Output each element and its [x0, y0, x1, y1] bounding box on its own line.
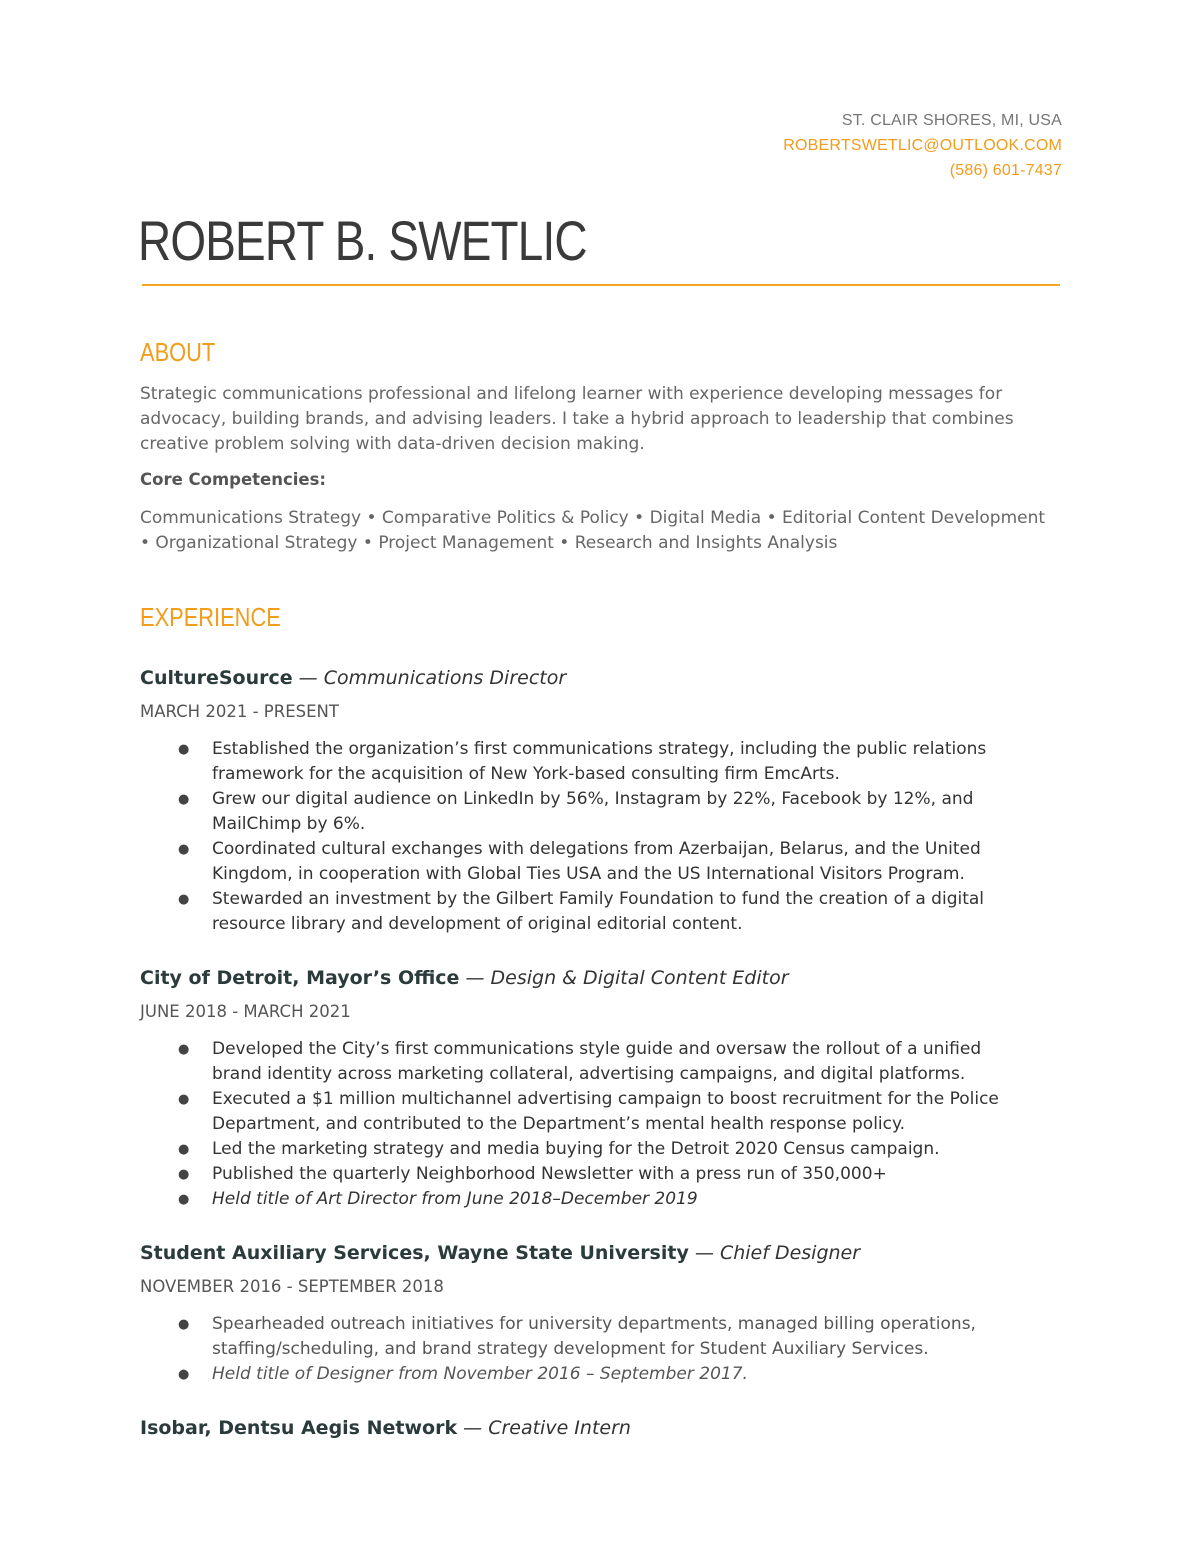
job-dates: NOVEMBER 2016 - SEPTEMBER 2018 [140, 1277, 444, 1296]
job-organization: City of Detroit, Mayor’s Office [140, 967, 460, 989]
job-title-line [140, 965, 789, 991]
job-organization: Student Auxiliary Services, Wayne State University [140, 1242, 689, 1264]
header-divider [142, 284, 1060, 286]
list-item: ● Led the marketing strategy and media buying for the Detroit 2020 Census campaign. [140, 1137, 1032, 1162]
job-title-line [140, 1240, 860, 1266]
list-item: ● Published the quarterly Neighborhood Newsletter with a press run of 350,000+ [140, 1162, 1032, 1187]
location-text: ST. CLAIR SHORES, MI, USA [841, 112, 1062, 129]
job-role: Communications Director [323, 667, 567, 689]
job-bullet-list [140, 1312, 1060, 1387]
job-bullet-list [140, 737, 1060, 937]
job-organization: Isobar, Dentsu Aegis Network [140, 1417, 458, 1439]
list-item: ● Established the organization’s first communications strategy, including the public relations framework for the acquisition of New York-based consulting firm EmcArts. [140, 737, 1032, 787]
candidate-name: ROBERT B. SWETLIC [138, 209, 587, 272]
core-competencies-label: Core Competencies: [140, 470, 327, 489]
job-separator: — [457, 1417, 489, 1439]
job-separator: — [688, 1242, 720, 1264]
email-link[interactable]: ROBERTSWETLIC@OUTLOOK.COM [783, 137, 1062, 154]
list-item: ● Coordinated cultural exchanges with delegations from Azerbaijan, Belarus, and the United Kingdom, in cooperation with Global Ties USA and the US International Visitors Program. [140, 837, 1032, 887]
core-competencies-list: Communications Strategy • Comparative Politics & Policy • Digital Media • Editorial Content Development • Organizational Strategy • Project Management • Research and Insights Analysis [140, 508, 1046, 553]
job-dates: MARCH 2021 - PRESENT [140, 702, 339, 721]
job-title-line [140, 1415, 631, 1441]
job-separator: — [292, 667, 324, 689]
job-separator: — [459, 967, 491, 989]
list-item: ● Grew our digital audience on LinkedIn by 56%, Instagram by 22%, Facebook by 12%, and MailChimp by 6%. [140, 787, 1032, 837]
list-item: ● Developed the City’s first communications style guide and oversaw the rollout of a unified brand identity across marketing collateral, advertising campaigns, and digital platforms. [140, 1037, 1032, 1087]
job-organization: CultureSource [140, 667, 293, 689]
list-item: ● Held title of Art Director from June 2018–December 2019 [140, 1187, 1032, 1212]
about-heading: ABOUT [140, 337, 216, 367]
list-item: ● Spearheaded outreach initiatives for university departments, managed billing operations, staffing/scheduling, and brand strategy development for Student Auxiliary Services. [140, 1312, 1032, 1362]
job-dates: JUNE 2018 - MARCH 2021 [140, 1002, 351, 1021]
job-bullet-list [140, 1037, 1060, 1212]
about-summary: Strategic communications professional and lifelong learner with experience developing messages for advocacy, building brands, and advising leaders. I take a hybrid approach to leadership that combines creative problem solving with data-driven decision making. [140, 384, 1014, 454]
job-role: Chief Designer [719, 1242, 861, 1264]
experience-heading: EXPERIENCE [140, 602, 281, 632]
phone-link[interactable]: (586) 601-7437 [949, 162, 1062, 179]
list-item: ● Executed a $1 million multichannel advertising campaign to boost recruitment for the Police Department, and contributed to the Department’s mental health response policy. [140, 1087, 1032, 1137]
job-role: Design & Digital Content Editor [490, 967, 789, 989]
list-item: ● Held title of Designer from November 2016 – September 2017. [140, 1362, 1032, 1387]
job-title-line [140, 665, 566, 691]
job-role: Creative Intern [488, 1417, 631, 1439]
contact-block [783, 108, 1062, 183]
list-item: ● Stewarded an investment by the Gilbert Family Foundation to fund the creation of a digital resource library and development of original editorial content. [140, 887, 1032, 937]
